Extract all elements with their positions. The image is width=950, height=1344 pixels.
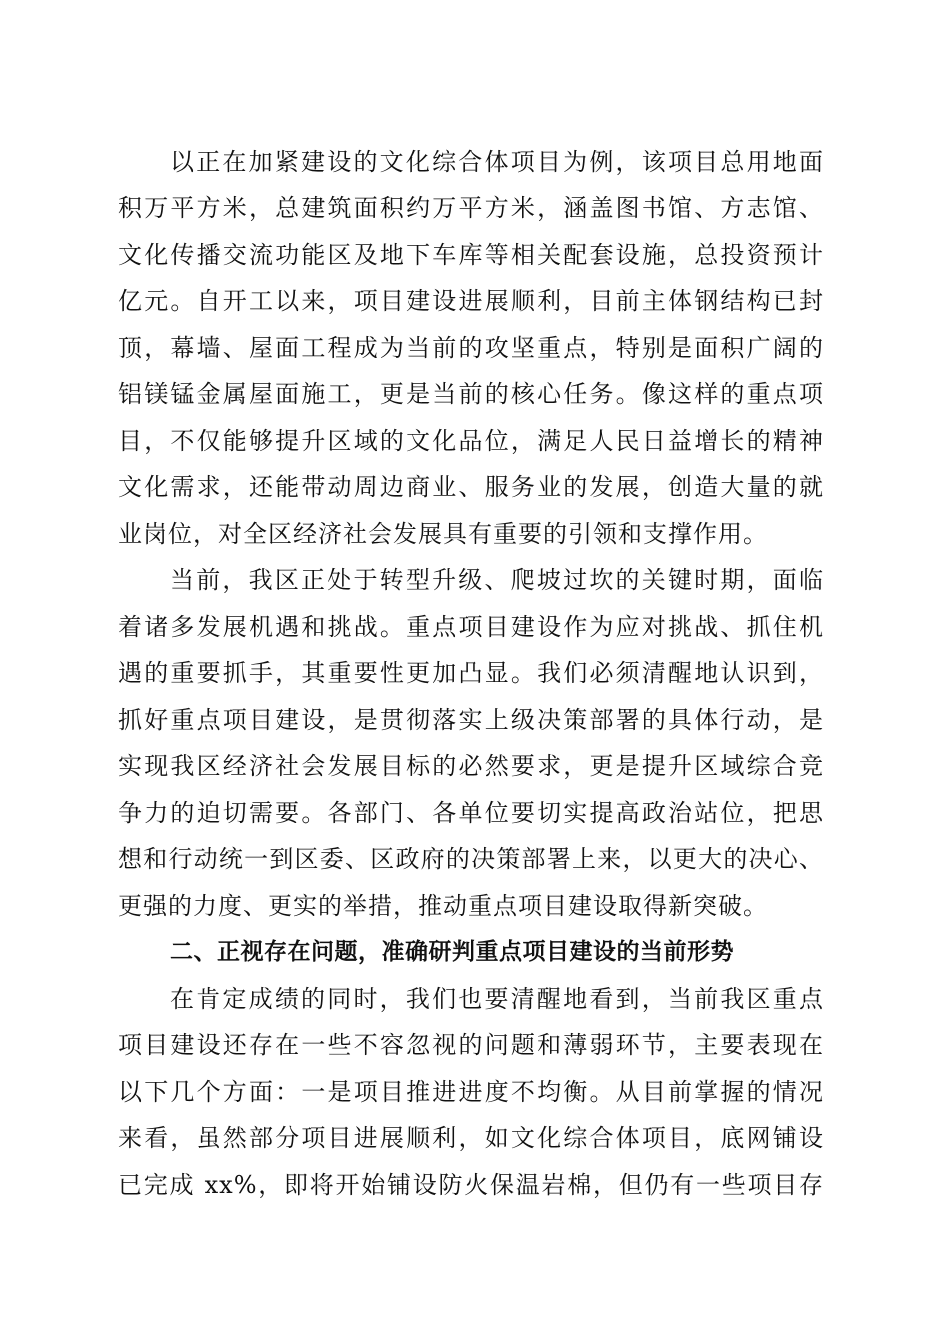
paragraph-line: 项目建设还存在一些不容忽视的问题和薄弱环节，主要表现在 xyxy=(118,1031,824,1059)
paragraph-line: 铝镁锰金属屋面施工，更是当前的核心任务。像这样的重点项 xyxy=(118,380,824,408)
paragraph-line: 想和行动统一到区委、区政府的决策部署上来，以更大的决心、 xyxy=(118,845,824,873)
paragraph-line: 业岗位，对全区经济社会发展具有重要的引领和支撑作用。 xyxy=(118,520,768,548)
paragraph-line: 已完成 xx%，即将开始铺设防火保温岩棉，但仍有一些项目存 xyxy=(118,1171,824,1199)
paragraph-line: 文化传播交流功能区及地下车库等相关配套设施，总投资预计 xyxy=(118,241,824,269)
paragraph-line: 更强的力度、更实的举措，推动重点项目建设取得新突破。 xyxy=(118,892,768,920)
paragraph-line: 以正在加紧建设的文化综合体项目为例，该项目总用地面 xyxy=(170,148,824,176)
paragraph-line: 实现我区经济社会发展目标的必然要求，更是提升区域综合竞 xyxy=(118,752,824,780)
paragraph-line: 着诸多发展机遇和挑战。重点项目建设作为应对挑战、抓住机 xyxy=(118,613,824,641)
paragraph-line: 积万平方米，总建筑面积约万平方米，涵盖图书馆、方志馆、 xyxy=(118,194,824,222)
paragraph-line: 目，不仅能够提升区域的文化品位，满足人民日益增长的精神 xyxy=(118,427,824,455)
paragraph-line: 亿元。自开工以来，项目建设进展顺利，目前主体钢结构已封 xyxy=(118,287,824,315)
paragraph-line: 抓好重点项目建设，是贯彻落实上级决策部署的具体行动，是 xyxy=(118,706,824,734)
paragraph-line: 文化需求，还能带动周边商业、服务业的发展，创造大量的就 xyxy=(118,473,824,501)
paragraph-line: 当前，我区正处于转型升级、爬坡过坎的关键时期，面临 xyxy=(170,566,824,594)
paragraph-line: 以下几个方面：一是项目推进进度不均衡。从目前掌握的情况 xyxy=(118,1078,824,1106)
paragraph-line: 争力的迫切需要。各部门、各单位要切实提高政治站位，把思 xyxy=(118,799,824,827)
paragraph-line: 遇的重要抓手，其重要性更加凸显。我们必须清醒地认识到， xyxy=(118,659,824,687)
paragraph-line: 顶，幕墙、屋面工程成为当前的攻坚重点，特别是面积广阔的 xyxy=(118,334,824,362)
paragraph-line: 来看，虽然部分项目进展顺利，如文化综合体项目，底网铺设 xyxy=(118,1124,824,1152)
paragraph-line: 在肯定成绩的同时，我们也要清醒地看到，当前我区重点 xyxy=(170,985,824,1013)
section-heading: 二、正视存在问题，准确研判重点项目建设的当前形势 xyxy=(170,939,734,965)
